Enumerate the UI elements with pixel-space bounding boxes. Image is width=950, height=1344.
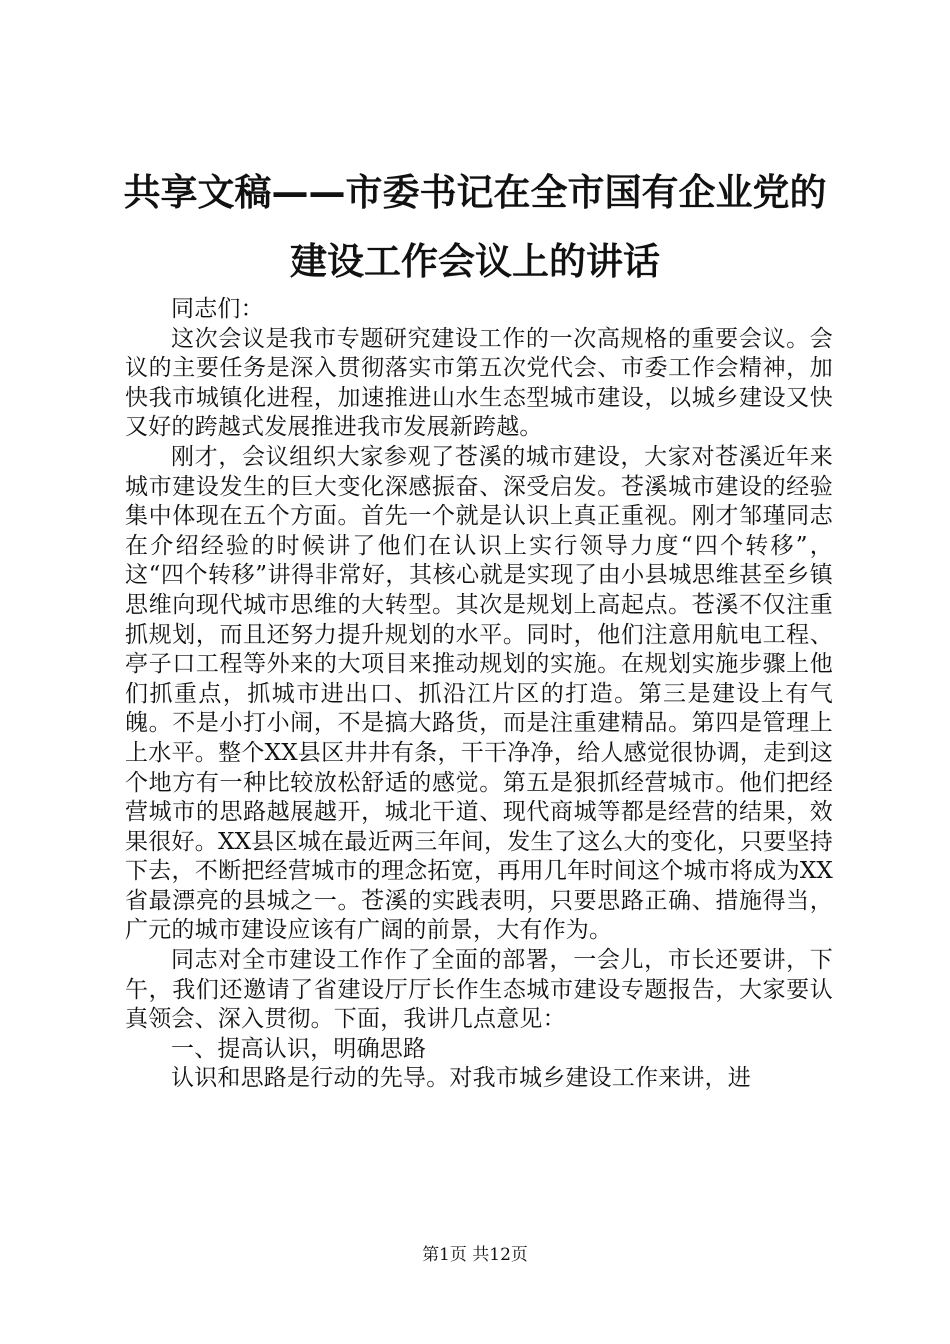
body-paragraph: 刚才，会议组织大家参观了苍溪的城市建设，大家对苍溪近年来城市建设发生的巨大变化深感振奋、深受启发。苍溪城市建设的经验集中体现在五个方面。首先一个就是认识上真正重视。刚才邹瑾同志在介绍经验的时候讲了他们在认识上实行领导力度“四个转移”，这“四个转移”讲得非常好，其核心就是实现了由小县城思维甚至乡镇思维向现代城市思维的大转型。其次是规划上高起点。苍溪不仅注重抓规划，而且还努力提升规划的水平。同时，他们注意用航电工程、亭子口工程等外来的大项目来推动规划的实施。在规划实施步骤上他们抓重点，抓城市进出口、抓沿江片区的打造。第三是建设上有气魄。不是小打小闹，不是搞大路货，而是注重建精品。第四是管理上上水平。整个XX县区井井有条，干干净净，给人感觉很协调，走到这个地方有一种比较放松舒适的感觉。第五是狠抓经营城市。他们把经营城市的思路越展越开，城北干道、现代商城等都是经营的结果，效果很好。XX县区城在最近两三年间，发生了这么大的变化，只要坚持下去，不断把经营城市的理念拓宽，再用几年时间这个城市将成为XX省最漂亮的县城之一。苍溪的实践表明，只要思路正确、措施得当，广元的城市建设应该有广阔的前景，大有作为。 xyxy=(125,443,833,944)
salutation-paragraph: 同志们： xyxy=(171,296,264,322)
body-paragraph: 同志对全市建设工作作了全面的部署，一会儿，市长还要讲，下午，我们还邀请了省建设厅厅长作生态城市建设专题报告，大家要认真领会、深入贯彻。下面，我讲几点意见： xyxy=(125,947,833,1033)
document-title: 共享文稿——市委书记在全市国有企业党的建设工作会议上的讲话 xyxy=(123,171,827,283)
body-paragraph: 这次会议是我市专题研究建设工作的一次高规格的重要会议。会议的主要任务是深入贯彻落实市第五次党代会、市委工作会精神，加快我市城镇化进程，加速推进山水生态型城市建设，以城乡建设又快又好的跨越式发展推进我市发展新跨越。 xyxy=(125,325,833,441)
document-body xyxy=(125,295,833,1094)
section-heading: 一、提高认识，明确思路 xyxy=(171,1035,427,1062)
page-footer: 第1页 共12页 xyxy=(422,1245,528,1265)
body-paragraph: 认识和思路是行动的先导。对我市城乡建设工作来讲，进 xyxy=(171,1065,751,1092)
